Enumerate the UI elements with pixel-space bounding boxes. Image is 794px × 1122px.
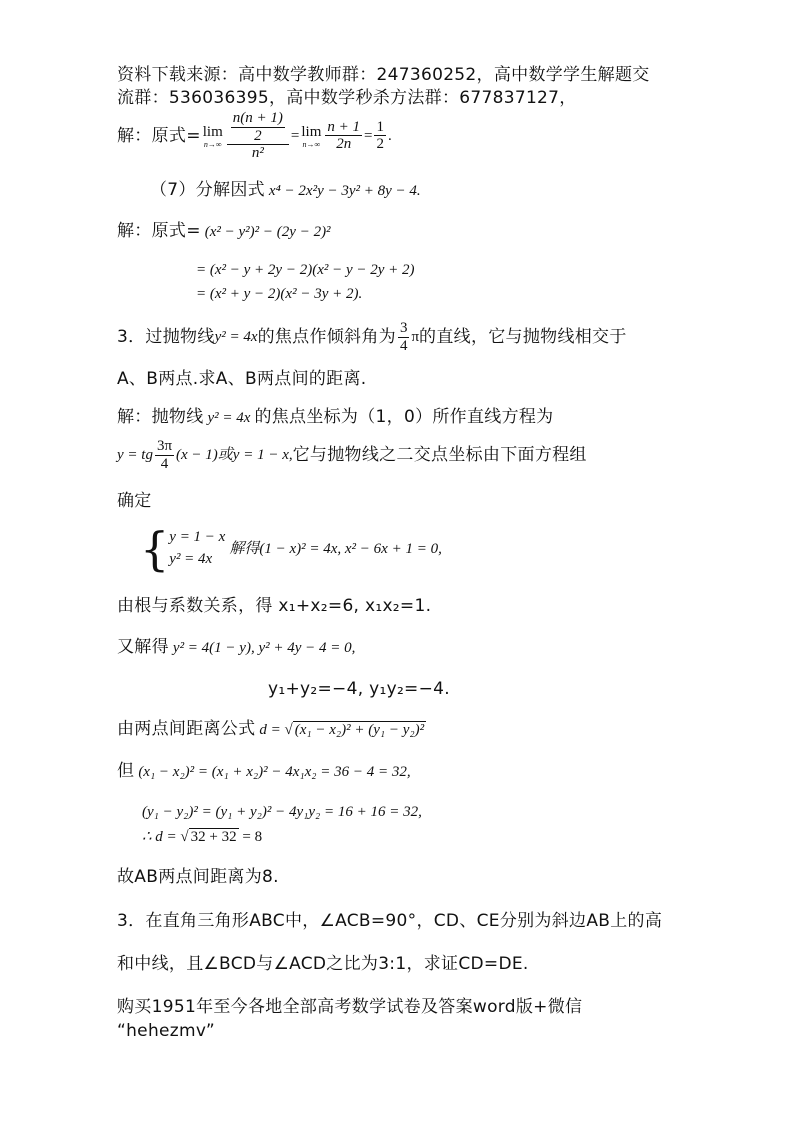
question-7	[150, 180, 421, 200]
system-equation-2: y² = 4x	[169, 551, 213, 567]
question-7-expression: x⁴ − 2x²y − 3y² + 8y − 4.	[268, 183, 421, 199]
solution-3a-parabola: y² = 4x	[207, 410, 251, 426]
distance-radicand: (x₁ − x₂)² + (y₁ − y₂)²	[294, 722, 425, 738]
question-3b-line-1: 3．在直角三角形ABC中，∠ACB=90°，CD、CE分别为斜边AB上的高	[117, 911, 663, 931]
slope-fraction-numerator: 3π	[156, 438, 173, 454]
brace-symbol: {	[140, 522, 170, 576]
question-3a-line-1	[117, 320, 627, 354]
question-7-label: （7）分解因式	[150, 180, 265, 200]
fraction-3	[374, 119, 386, 153]
inner-numerator: n(n + 1)	[232, 110, 283, 126]
fraction-2	[325, 119, 362, 153]
limit-solution	[117, 110, 392, 162]
limit-operator	[203, 123, 223, 149]
question-3a-part-2: 的焦点作倾斜角为	[257, 326, 396, 347]
fraction-3-denominator: 2	[376, 136, 384, 153]
angle-fraction-denominator: 4	[399, 337, 408, 354]
big-fraction-denominator: n²	[251, 145, 264, 161]
solution-7-label: 解：原式=	[117, 221, 201, 241]
footer-line-2: “hehezmv”	[117, 1021, 216, 1041]
distance-d: d =	[259, 722, 285, 738]
pi-symbol: π	[411, 329, 420, 345]
period: .	[387, 127, 392, 144]
footer-line-1: 购买1951年至今各地全部高考数学试卷及答案word版+微信	[117, 997, 583, 1017]
line-equation-end: (x − 1)或y = 1 − x,	[176, 447, 293, 463]
lim-text-2: lim	[301, 123, 322, 140]
header-line-1: 资料下载来源：高中数学教师群：247360252，高中数学学生解题交	[117, 65, 650, 85]
sqrt-symbol-2: √	[180, 829, 189, 845]
solution-3a-line-1	[117, 407, 553, 427]
solution-7-line-3: = (x² + y − 2)(x² − 3y + 2).	[196, 286, 363, 302]
limit-operator-2	[301, 123, 321, 149]
question-3a-part-1: 3．过抛物线	[117, 326, 215, 347]
system-lines	[169, 527, 225, 571]
system-result: 解得(1 − x)² = 4x, x² − 6x + 1 = 0,	[229, 541, 442, 557]
therefore-line	[142, 827, 262, 846]
conclusion: 故AB两点间距离为8.	[117, 867, 279, 887]
x-difference-line	[117, 761, 411, 781]
slope-fraction-denominator: 4	[160, 455, 169, 472]
angle-fraction-numerator: 3	[399, 320, 408, 336]
solution-3a-line-2	[117, 438, 587, 472]
angle-fraction	[398, 320, 410, 354]
system-equation-1: y = 1 − x	[169, 529, 226, 546]
question-3a-line-2: A、B两点.求A、B两点间的距离.	[117, 369, 367, 389]
fraction-2-denominator: 2n	[336, 136, 352, 153]
big-fraction-numerator	[227, 110, 289, 145]
solution-3a-part-3: 它与抛物线之二交点坐标由下面方程组	[292, 444, 587, 465]
inner-denominator: 2	[254, 127, 262, 144]
inner-fraction	[231, 110, 285, 144]
lim-subscript-2: n→∞	[302, 139, 321, 149]
vieta-x: 由根与系数关系，得 x₁+x₂=6, x₁x₂=1.	[117, 596, 432, 616]
solution-7-line-2: = (x² − y + 2y − 2)(x² − y − 2y + 2)	[196, 262, 415, 278]
slope-fraction	[155, 438, 174, 472]
distance-formula-line	[117, 719, 426, 739]
solve-y-line	[117, 637, 355, 657]
solution-3a-part-2: 的焦点坐标为（1，0）所作直线方程为	[254, 407, 554, 427]
solution-7-line-1	[117, 221, 331, 241]
equation-system	[140, 522, 442, 576]
equals-1: =	[290, 127, 300, 144]
but-label: 但	[117, 761, 135, 781]
solution-label: 解：原式=	[117, 125, 201, 146]
equals-2: =	[364, 127, 373, 144]
parabola-equation: y² = 4x	[214, 329, 258, 345]
sqrt-symbol: √	[284, 722, 293, 738]
line-equation-start: y = tg	[117, 447, 153, 463]
header-line-2: 流群：536036395，高中数学秒杀方法群：677837127，	[117, 88, 577, 108]
vieta-y: y₁+y₂=−4, y₁y₂=−4.	[268, 679, 450, 699]
therefore-radicand: 32 + 32	[190, 829, 237, 845]
fraction-3-numerator: 1	[376, 118, 384, 135]
solve-y-equation: y² = 4(1 − y), y² + 4y − 4 = 0,	[172, 640, 356, 656]
therefore-d: ∴ d =	[142, 829, 181, 845]
question-3b-line-2: 和中线，且∠BCD与∠ACD之比为3:1，求证CD=DE.	[117, 954, 529, 974]
solution-3a-part-1: 解：抛物线	[117, 407, 204, 427]
question-3a-part-3: 的直线，它与抛物线相交于	[419, 326, 627, 347]
fraction-2-numerator: n + 1	[327, 118, 360, 135]
y-difference-line: (y₁ − y₂)² = (y₁ + y₂)² − 4y₁y₂ = 16 + 16 = 32,	[142, 804, 422, 820]
solve-y-label: 又解得	[117, 637, 169, 657]
solution-3a-line-3: 确定	[117, 491, 152, 511]
x-difference-equation: (x₁ − x₂)² = (x₁ + x₂)² − 4x₁x₂ = 36 − 4 = 32,	[138, 764, 411, 780]
distance-formula-label: 由两点间距离公式	[117, 719, 256, 739]
big-fraction	[227, 110, 289, 162]
lim-text: lim	[202, 123, 223, 140]
solution-7-expr-1: (x² − y²)² − (2y − 2)²	[204, 224, 331, 240]
therefore-result: = 8	[238, 829, 263, 845]
lim-subscript: n→∞	[203, 139, 222, 149]
